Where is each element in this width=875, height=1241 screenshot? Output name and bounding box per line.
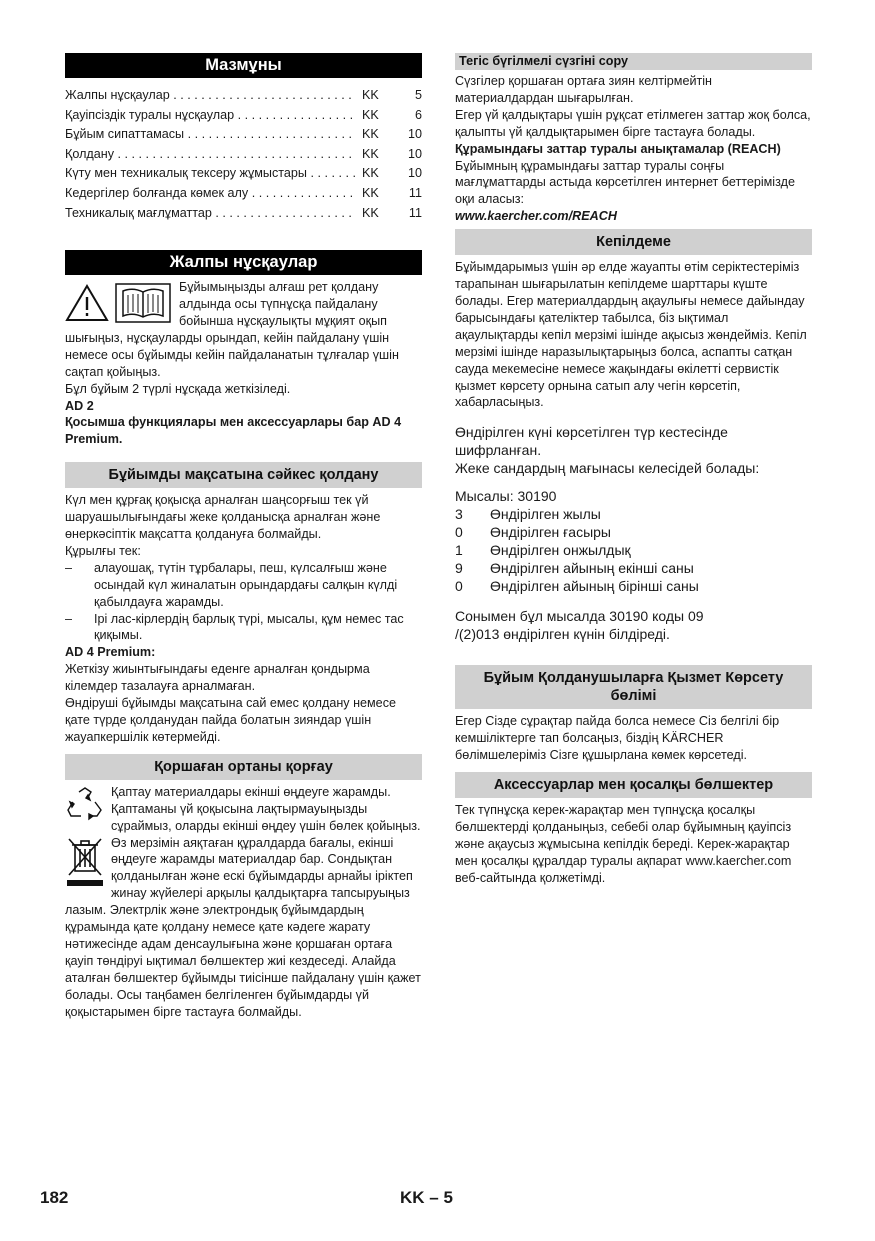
toc-entry-title: Бұйым сипаттамасы . . .	[65, 126, 356, 143]
reach-heading: Құрамындағы заттар туралы анықтамалар (REACH)	[455, 141, 781, 156]
general-section	[65, 279, 422, 448]
recycle-icon	[65, 786, 105, 822]
manual-book-icon	[115, 283, 171, 323]
environment-disposal: Өз мерзімін аяқтаған құралдарда бағалы, екінші өңдеуге жарамды материалдар бар. Сондықтан қолданылған және ескі бұйымдарды арнайы іріктеп жинау жүйелері арқылы қалдықтарға тапсыруыңыз лазым. Электрлік және электрондық бұйымдардың құрамында қате қолдану немесе қате кәдеге жарату нәтижесінде адам денсаулығына және қоршаған ортаға қауіп төндіруі ықтимал бөлшектер жиі кездеседі. Алайда аталған бөлшектер бұйымды тиісінше пайдалану үшін қажет болады. Осы таңбамен белгіленген бұйымдарды үй қоқыстарымен бірге тастауға болмайды.	[65, 835, 421, 1019]
accessories-section	[455, 802, 812, 887]
filter-text-1: Сүзгілер қоршаған ортаға зиян келтірмейтін материалдардан шығарылған.	[455, 74, 713, 105]
general-versions: Бұл бұйым 2 түрлі нұсқада жеткізіледі.	[65, 381, 291, 396]
toc-entry-page: 11	[408, 205, 422, 220]
service-heading: Бұйым Қолданушыларға Қызмет Көрсету бөлімі	[455, 665, 812, 709]
ad4-label: AD 4 Premium:	[65, 645, 156, 660]
list-item-text: алауошақ, түтін тұрбалары, пеш, күлсалғыш және осындай күл жиналатын орындардағы салқын күлді қабылдауға жарамды.	[94, 560, 398, 609]
reach-text: Бұйымның құрамындағы заттар туралы соңғы мағлұматтарды астыда көрсетілген интернет беттерімізде оқи аласыз:	[455, 158, 795, 207]
production-row-text: Өндірілген ғасыры	[490, 524, 611, 541]
accessories-heading: Аксессуарлар мен қосалқы бөлшектер	[455, 772, 812, 798]
left-column	[65, 53, 422, 1021]
toc-entry-lang: KK	[362, 107, 379, 122]
production-row	[455, 505, 812, 523]
right-column	[455, 53, 812, 887]
warranty-section	[455, 259, 812, 411]
production-row-text: Өндірілген онжылдық	[490, 542, 631, 559]
toc-entry[interactable]	[65, 165, 422, 185]
environment-packaging: Қаптау материалдары екінші өңдеуге жарамды. Қаптаманы үй қоқысына лақтырмауыңызды сұраймыз, оларды екінші өңдеу үшін бөлек қойыңыз.	[111, 784, 421, 833]
toc-entry-title: Күту мен техникалық тексеру жұмыстары . . .	[65, 165, 356, 182]
toc-entry-page: 10	[407, 146, 422, 161]
list-item	[65, 560, 422, 611]
crossed-bin-icon	[65, 835, 105, 887]
toc-entry-lang: KK	[362, 146, 379, 161]
toc-entry[interactable]	[65, 205, 422, 225]
production-intro: Өндірілген күні көрсетілген түр кестесінде шифрланған.	[455, 424, 728, 459]
toc-entry-lang: KK	[362, 185, 379, 200]
toc-entry[interactable]	[65, 146, 422, 166]
intended-use-text: Күл мен құрғақ қоқысқа арналған шаңсорғыш тек үй шаруашылығындағы жеке қолданысқа арналған және өнеркәсіптік мақсатта қолдануға болмайды.	[65, 493, 381, 542]
production-row-digit: 3	[455, 506, 463, 523]
page-code: KK – 5	[400, 1188, 453, 1207]
weee-icon-wrap	[65, 835, 105, 892]
toc-list	[65, 87, 422, 224]
page-number: 182	[40, 1188, 69, 1207]
toc-entry-title: Кедергілер болғанда көмек алу . . .	[65, 185, 356, 202]
environment-section	[65, 784, 422, 1021]
warning-triangle-icon	[65, 283, 109, 323]
toc-entry-lang: KK	[362, 205, 379, 220]
filter-section	[455, 73, 812, 225]
toc-entry-page: 11	[408, 185, 422, 200]
production-row-digit: 0	[455, 524, 463, 541]
intended-use-heading: Бұйымды мақсатына сәйкес қолдану	[65, 462, 422, 488]
accessories-text: Тек түпнұсқа керек-жарақтар мен түпнұсқа қосалқы бөлшектерді қолданыңыз, себебі олар бұйымның қауіпсіз және ақаусыз жұмысына кепілдік береді. Керек-жарақтар мен қосалқы құралдар туралы ақпарат www.kaercher.com веб-сайтында қолжетімді.	[455, 803, 792, 885]
environment-heading: Қоршаған ортаны қорғау	[65, 754, 422, 780]
toc-entry-lang: KK	[362, 88, 379, 102]
production-row	[455, 559, 812, 577]
toc-entry[interactable]	[65, 87, 422, 107]
list-dash: –	[65, 611, 73, 626]
intended-use-section	[65, 492, 422, 746]
production-row-digit: 0	[455, 578, 463, 595]
warranty-heading: Кепілдеме	[455, 229, 812, 255]
general-heading: Жалпы нұсқаулар	[65, 250, 422, 275]
toc-entry[interactable]	[65, 185, 422, 205]
toc-entry-page: 10	[407, 166, 422, 181]
toc-entry-title: Жалпы нұсқаулар . . .	[65, 87, 356, 104]
service-text: Егер Сізде сұрақтар пайда болса немесе Сіз белгілі бір кемшіліктерге тап болсаңыз, біздің KÄRCHER бөлімшелеріміз Сізге құшырлана көмек көрсетеді.	[455, 714, 780, 763]
toc-entry-lang: KK	[362, 166, 379, 181]
production-row-text: Өндірілген айының бірінші саны	[490, 578, 699, 595]
general-model-ad2: AD 2	[65, 398, 94, 413]
general-icons	[65, 283, 171, 323]
toc-entry-title: Техникалық мағлұматтар . . .	[65, 205, 356, 222]
toc-entry-title: Қауіпсіздік туралы нұсқаулар . . .	[65, 107, 356, 124]
list-item-text: Ірі лас-кірлердің барлық түрі, мысалы, құм немес тас қиқымы.	[94, 611, 404, 643]
toc-entry-lang: KK	[362, 127, 379, 142]
toc-entry[interactable]	[65, 107, 422, 127]
production-row	[455, 523, 812, 541]
service-section	[455, 713, 812, 764]
production-example: Мысалы: 30190	[455, 488, 557, 505]
production-section	[455, 423, 812, 643]
toc-entry-page: 10	[407, 127, 422, 142]
reach-link[interactable]: www.kaercher.com/REACH	[455, 209, 617, 224]
production-row	[455, 541, 812, 559]
filter-text-2: Егер үй қалдықтары үшін рұқсат етілмеген заттар жоқ болса, қалыпты үй қалдықтарымен бірге тастауға болады.	[455, 107, 811, 139]
filter-heading: Тегіс бүгілмелі сүзгіні сору	[455, 53, 812, 70]
toc-entry-page: 5	[414, 88, 422, 102]
list-dash: –	[65, 560, 73, 575]
warranty-text: Бұйымдарымыз үшін әр елде жауапты өтім серіктестеріміз тарапынан шығарылатын кепілдеме шарттары күште болады. Егер материалдардың ақаулығы немесе дайындау барысындағы қателіктер табылса, біз ықтимал ақаулықтарды кепіл мерзімі ішінде ақысыз жөндейміз. Кепіл мерзімі ішінде наразылықтарыңыз болса, аспапты сатқан сауда мекемесіне немесе жақындағы өкілетті сервистік қызмет көрсету орнына сатып алу чегін көрсетіп, хабарласыңыз.	[455, 260, 807, 410]
production-row-text: Өндірілген айының екінші саны	[490, 560, 694, 577]
production-row-digit: 1	[455, 542, 463, 559]
production-meaning: Жеке сандардың мағынасы келесідей болады:	[455, 460, 760, 477]
production-row	[455, 577, 812, 595]
general-intro: Бұйымыңызды алғаш рет қолдану алдында осы түпнұсқа пайдалану бойынша нұсқаулықты мұқият оқып шығыңыз, нұсқауларды орындап, кейін пайдалану үшін немесе осы бұйымды кейін пайдаланатын тұлғалар үшін сақтап қойыңыз.	[65, 280, 399, 379]
toc-entry-page: 6	[414, 107, 422, 122]
production-row-text: Өндірілген жылы	[490, 506, 601, 523]
list-item	[65, 611, 422, 645]
toc-entry-title: Қолдану . . .	[65, 146, 356, 163]
intended-use-device-label: Құрылғы тек:	[65, 543, 141, 558]
toc-entry[interactable]	[65, 126, 422, 146]
production-row-digit: 9	[455, 560, 463, 577]
ad4-text: Жеткізу жиынтығындағы еденге арналған қондырма кілемдер тазалауға арналмаған.	[65, 662, 370, 694]
production-conclusion: Сонымен бұл мысалда 30190 коды 09 /(2)013 өндірілген күнін білдіреді.	[455, 608, 704, 643]
toc-heading: Мазмұны	[65, 53, 422, 78]
liability-text: Өндіруші бұйымды мақсатына сай емес қолдану немесе қате түрде қолданудан пайда болатын зияндар үшін жауапкершілік көтермейді.	[65, 696, 396, 744]
general-model-ad4: Қосымша функциялары мен аксессуарлары бар AD 4 Premium.	[65, 415, 402, 447]
